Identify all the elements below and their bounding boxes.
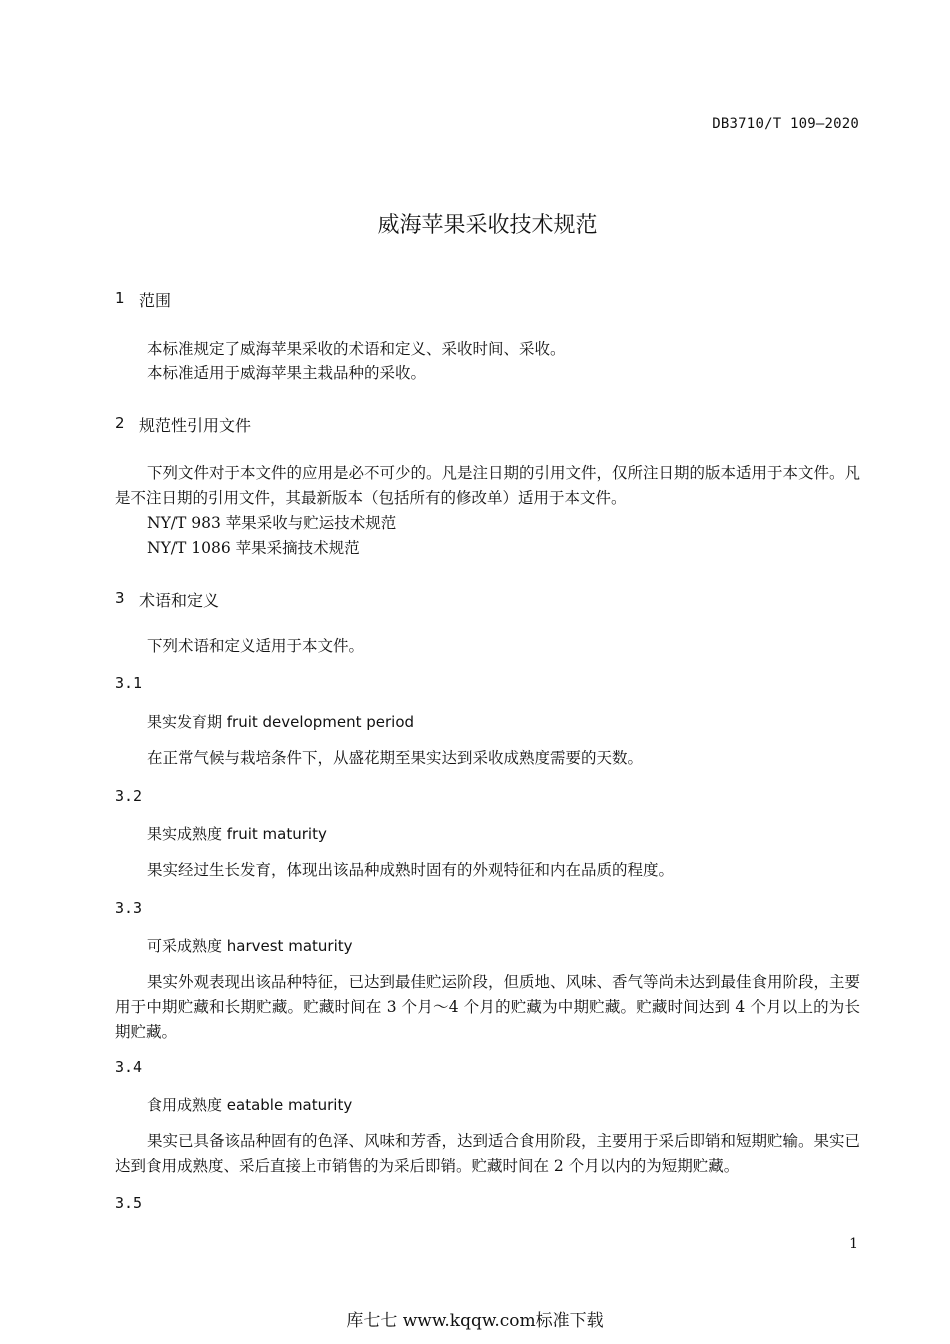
term-heading: 果实发育期 fruit development period xyxy=(147,713,415,731)
section-2-title: 规范性引用文件 xyxy=(139,416,252,435)
section-2-intro: 下列文件对于本文件的应用是必不可少的。凡是注日期的引用文件，仅所注日期的版本适用于本文件。凡是不注日期的引用文件，其最新版本（包括所有的修改单）适用于本文件。 xyxy=(115,464,861,507)
term-heading: 果实成熟度 fruit maturity xyxy=(147,825,327,843)
document-code: DB3710/T 109—2020 xyxy=(712,116,859,132)
term-definition: 果实已具备该品种固有的色泽、风味和芳香，达到适合食用阶段，主要用于采后即销和短期贮输。果实已达到食用成熟度、采后直接上市销售的为采后即销。贮藏时间在 2 个月以内的为短期贮藏。 xyxy=(115,1132,861,1175)
term-number: 3.5 xyxy=(115,1194,143,1212)
term-definition: 在正常气候与栽培条件下，从盛花期至果实达到采收成熟度需要的天数。 xyxy=(147,749,644,767)
section-3-intro: 下列术语和定义适用于本文件。 xyxy=(147,637,365,655)
term-number: 3.2 xyxy=(115,787,143,805)
section-1-number: 1 xyxy=(115,289,125,307)
term-heading: 可采成熟度 harvest maturity xyxy=(147,937,353,955)
section-2-number: 2 xyxy=(115,414,125,432)
normative-reference: NY/T 1086 苹果采摘技术规范 xyxy=(147,539,360,557)
section-1-paragraph: 本标准适用于威海苹果主栽品种的采收。 xyxy=(147,364,427,382)
term-number: 3.4 xyxy=(115,1058,143,1076)
section-1-paragraph: 本标准规定了威海苹果采收的术语和定义、采收时间、采收。 xyxy=(147,340,566,358)
term-definition: 果实外观表现出该品种特征，已达到最佳贮运阶段，但质地、风味、香气等尚未达到最佳食用阶段，主要用于中期贮藏和长期贮藏。贮藏时间在 3 个月～4 个月的贮藏为中期贮藏。贮藏时间达到 4 个月以上的为长期贮藏。 xyxy=(115,973,861,1041)
term-heading: 食用成熟度 eatable maturity xyxy=(147,1096,353,1114)
normative-reference: NY/T 983 苹果采收与贮运技术规范 xyxy=(147,514,397,532)
term-number: 3.3 xyxy=(115,899,143,917)
term-number: 3.1 xyxy=(115,674,143,692)
term-definition: 果实经过生长发育，体现出该品种成熟时固有的外观特征和内在品质的程度。 xyxy=(147,861,675,879)
footer-watermark-text: 库七七 www.kqqw.com标准下载 xyxy=(346,1311,604,1331)
section-3-number: 3 xyxy=(115,589,125,607)
document-title: 威海苹果采收技术规范 xyxy=(377,213,598,238)
section-3-title: 术语和定义 xyxy=(139,591,220,610)
section-1-title: 范围 xyxy=(139,291,172,310)
page-number: 1 xyxy=(849,1236,858,1252)
